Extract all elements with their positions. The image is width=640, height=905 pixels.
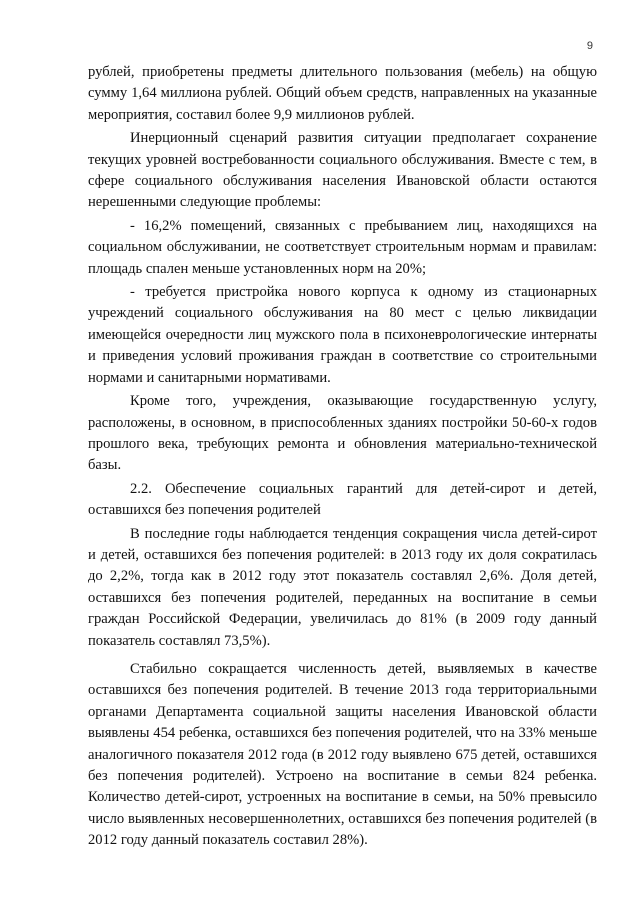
paragraph-expenses-summary: рублей, приобретены предметы длительного пользования (мебель) на общую сумму 1,64 миллиона рублей. Общий объем средств, направленных на указанные мероприятия, составил более 9,9 миллионов рублей. <box>88 64 597 123</box>
paragraph-inertial-scenario: Инерционный сценарий развития ситуации предполагает сохранение текущих уровней востребованности социального обслуживания. Вместе с тем, в сфере социального обслуживания населения Ивановской области остаются нерешенными следующие проблемы: <box>88 130 597 211</box>
page-number: 9 <box>586 40 593 52</box>
section-heading-2-2: 2.2. Обеспечение социальных гарантий для детей-сирот и детей, оставшихся без попечения родителей <box>88 480 597 519</box>
paragraph-old-buildings: Кроме того, учреждения, оказывающие государственную услугу, расположены, в основном, в приспособленных зданиях постройки 50-60-х годов прошлого века, требующих ремонта и обновления материально-технической базы. <box>88 393 597 474</box>
paragraph-orphans-trend: В последние годы наблюдается тенденция сокращения числа детей-сирот и детей, оставшихся без попечения родителей: в 2013 году их доля сократилась до 2,2%, тогда как в 2012 году этот показатель составлял 2,6%. Доля детей, оставшихся без попечения родителей, переданных на воспитание в семьи граждан Российской Федерации, увеличилась до 81% (в 2009 году данный показатель составлял 73,5%). <box>88 525 597 649</box>
list-item-new-building-extension: - требуется пристройка нового корпуса к одному из стационарных учреждений социального обслуживания на 80 мест с целью ликвидации имеющейся очередности лиц мужского пола в психоневрологические интернаты и приведения условий проживания граждан в соответствие со строительными нормами и санитарными нормативами. <box>88 284 597 386</box>
list-item-premises-noncompliance: - 16,2% помещений, связанных с пребыванием лиц, находящихся на социальном обслуживании, не соответствует строительным нормам и правилам: площадь спален меньше установленных норм на 20%; <box>88 217 597 277</box>
page-body <box>88 62 597 852</box>
paragraph-orphans-identified: Стабильно сокращается численность детей, выявляемых в качестве оставшихся без попечения родителей. В течение 2013 года территориальными органами Департамента социальной защиты населения Ивановской области выявлены 454 ребенка, оставшихся без попечения родителей, что на 33% меньше аналогичного показателя 2012 года (в 2012 году выявлено 675 детей, оставшихся без попечения родителей). Устроено на воспитание в семьи 824 ребенка. Количество детей-сирот, устроенных на воспитание в семьи, на 50% превысило число выявленных несовершеннолетних, оставшихся без попечения родителей (в 2012 году данный показатель составил 28%). <box>88 660 597 849</box>
